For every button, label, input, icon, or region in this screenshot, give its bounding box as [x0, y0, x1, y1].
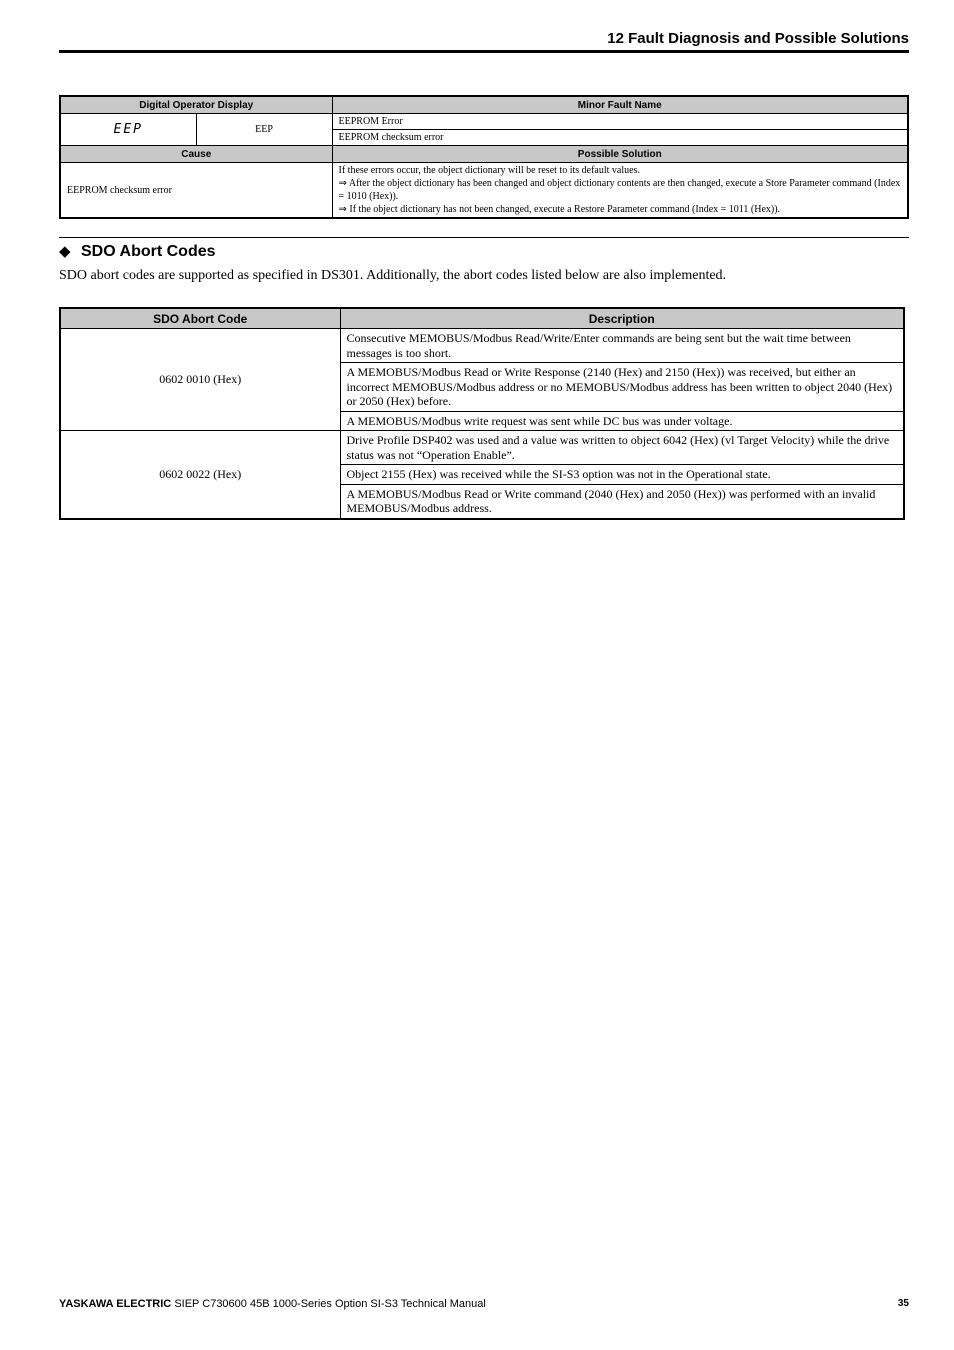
cause-cell: EEPROM checksum error — [60, 163, 332, 219]
section-title: SDO Abort Codes — [81, 243, 216, 260]
page-number: 35 — [897, 1298, 909, 1309]
section-heading — [59, 237, 909, 261]
col-display-header: Digital Operator Display — [60, 96, 332, 114]
page-header — [59, 30, 909, 53]
description-cell: A MEMOBUS/Modbus Read or Write command (2040 (Hex) and 2050 (Hex)) was performed with an invalid MEMOBUS/Modbus address. — [340, 484, 904, 519]
col-cause-header: Cause — [60, 146, 332, 163]
col-description-header: Description — [340, 308, 904, 329]
footer-manual-title: SIEP C730600 45B 1000-Series Option SI-S3 Technical Manual — [174, 1298, 486, 1310]
page-footer — [59, 1298, 909, 1310]
description-cell: A MEMOBUS/Modbus write request was sent while DC bus was under voltage. — [340, 411, 904, 431]
abort-code-cell: 0602 0010 (Hex) — [60, 329, 340, 431]
intro-paragraph: SDO abort codes are supported as specified in DS301. Additionally, the abort codes listed below are also implemented. — [59, 268, 727, 283]
solution-cell — [332, 163, 908, 219]
fault-name: EEPROM Error — [332, 114, 908, 130]
diamond-bullet-icon: ◆ — [59, 244, 71, 260]
fault-name: EEPROM checksum error — [332, 130, 908, 146]
abort-code-cell: 0602 0022 (Hex) — [60, 431, 340, 519]
description-cell: Object 2155 (Hex) was received while the SI-S3 option was not in the Operational state. — [340, 465, 904, 485]
solution-line: ⇒ After the object dictionary has been changed and object dictionary contents are then changed, execute a Store Parameter command (Index = 1010 (Hex)). — [338, 178, 901, 202]
fault-table — [59, 95, 909, 219]
description-cell: Consecutive MEMOBUS/Modbus Read/Write/Enter commands are being sent but the wait time between messages is too short. — [340, 329, 904, 363]
footer-brand: YASKAWA ELECTRIC — [59, 1298, 172, 1310]
seven-segment-display: EEP — [113, 121, 143, 137]
description-cell: A MEMOBUS/Modbus Read or Write Response (2140 (Hex) and 2150 (Hex)) was received, but either an incorrect MEMOBUS/Modbus address or no MEMOBUS/Modbus address has been written to object 2040 (Hex) or 2050 (Hex) before. — [340, 363, 904, 412]
display-symbol-cell — [60, 114, 196, 146]
abort-code-table — [59, 307, 905, 520]
col-code-header: SDO Abort Code — [60, 308, 340, 329]
col-minor-fault-header: Minor Fault Name — [332, 96, 908, 114]
display-code-cell: EEP — [196, 114, 332, 146]
description-cell: Drive Profile DSP402 was used and a value was written to object 6042 (Hex) (vl Target Velocity) while the drive status was not “Operation Enable”. — [340, 431, 904, 465]
chapter-title: 12 Fault Diagnosis and Possible Solutions — [607, 30, 909, 47]
col-solution-header: Possible Solution — [332, 146, 908, 163]
solution-line: If these errors occur, the object dictionary will be reset to its default values. — [338, 165, 640, 176]
solution-line: ⇒ If the object dictionary has not been changed, execute a Restore Parameter command (Index = 1011 (Hex)). — [338, 204, 781, 215]
